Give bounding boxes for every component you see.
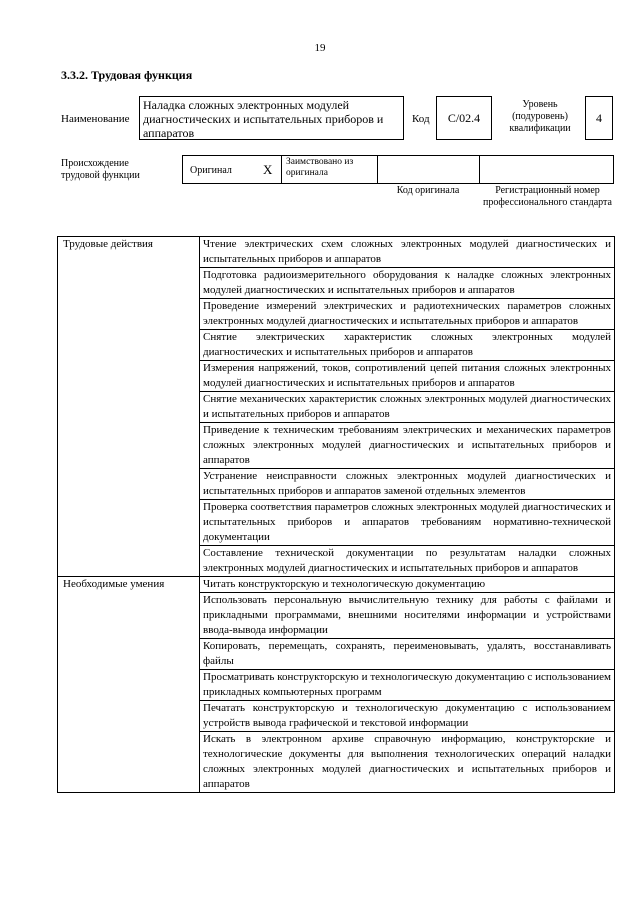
table-cell: Копировать, перемещать, сохранять, переименовывать, удалять, восстанавливать файлы <box>200 639 615 670</box>
table-cell: Проверка соответствия параметров сложных электронных модулей диагностических и испытательных приборов и аппаратов требованиям нормативно-технической документации <box>200 500 615 546</box>
table-cell: Использовать персональную вычислительную технику для работы с файлами и прикладными программами, внешними носителями информации и устройствами ввода-вывода информации <box>200 593 615 639</box>
origin-divider-2 <box>377 155 378 184</box>
page-number: 19 <box>314 42 326 54</box>
table-cell: Снятие механических характеристик сложных электронных модулей диагностических и испытательных приборов и аппаратов <box>200 392 615 423</box>
origin-box <box>182 155 614 184</box>
table-cell: Печатать конструкторскую и технологическую документацию с использованием устройств вывода графической и текстовой информации <box>200 701 615 732</box>
code-value: С/02.4 <box>447 111 481 125</box>
level-value: 4 <box>596 111 602 125</box>
table-cell: Читать конструкторскую и технологическую документацию <box>200 577 615 593</box>
section-title: 3.3.2. Трудовая функция <box>61 68 193 82</box>
category-cell: Трудовые действия <box>58 237 200 577</box>
origin-divider-3 <box>479 155 480 184</box>
level-box <box>585 96 613 140</box>
table-cell: Измерения напряжений, токов, сопротивлений цепей питания сложных электронных модулей диагностических и испытательных приборов и аппаратов <box>200 361 615 392</box>
table-cell: Снятие электрических характеристик сложных электронных модулей диагностических и испытательных приборов и аппаратов <box>200 330 615 361</box>
table-cell: Искать в электронном архиве справочную информацию, конструкторские и технологические документы для выполнения технологических операций наладки сложных электронных модулей диагностических и испытательных приборов и аппаратов <box>200 732 615 793</box>
borrowed-label: Заимствовано из оригинала <box>286 157 354 178</box>
origin-divider-1 <box>281 155 282 184</box>
code-label: Код <box>412 113 430 125</box>
name-label: Наименование <box>61 113 130 125</box>
labor-function-table <box>57 236 615 793</box>
category-cell: Необходимые умения <box>58 577 200 793</box>
table-row <box>58 577 615 593</box>
table-cell: Чтение электрических схем сложных электронных модулей диагностических и испытательных приборов и аппаратов <box>200 237 615 268</box>
function-name-box <box>139 96 404 140</box>
function-name-value: Наладка сложных электронных модулей диагностических и испытательных приборов и аппаратов <box>143 98 384 140</box>
table-cell: Подготовка радиоизмерительного оборудования к наладке сложных электронных модулей диагностических и испытательных приборов и аппаратов <box>200 268 615 299</box>
table-cell: Составление технической документации по результатам наладки сложных электронных модулей диагностических и испытательных приборов и аппаратов <box>200 546 615 577</box>
table-cell: Устранение неисправности сложных электронных модулей диагностических и испытательных приборов и аппаратов заменой отдельных элементов <box>200 469 615 500</box>
level-label: Уровень (подуровень) квалификации <box>509 99 571 134</box>
table-cell: Просматривать конструкторскую и технологическую документацию с использованием прикладных компьютерных программ <box>200 670 615 701</box>
table-cell: Проведение измерений электрических и радиотехнических параметров сложных электронных модулей диагностических и испытательных приборов и аппаратов <box>200 299 615 330</box>
table-row <box>58 237 615 268</box>
original-label: Оригинал <box>190 165 232 176</box>
table-cell: Приведение к техническим требованиям электрических и механических параметров сложных электронных модулей диагностических и испытательных приборов и аппаратов <box>200 423 615 469</box>
code-box <box>436 96 492 140</box>
original-mark: X <box>263 162 273 177</box>
origin-label: Происхождение трудовой функции <box>61 158 140 181</box>
reg-number-caption: Регистрационный номер профессионального стандарта <box>483 185 612 208</box>
code-original-caption: Код оригинала <box>396 185 460 196</box>
